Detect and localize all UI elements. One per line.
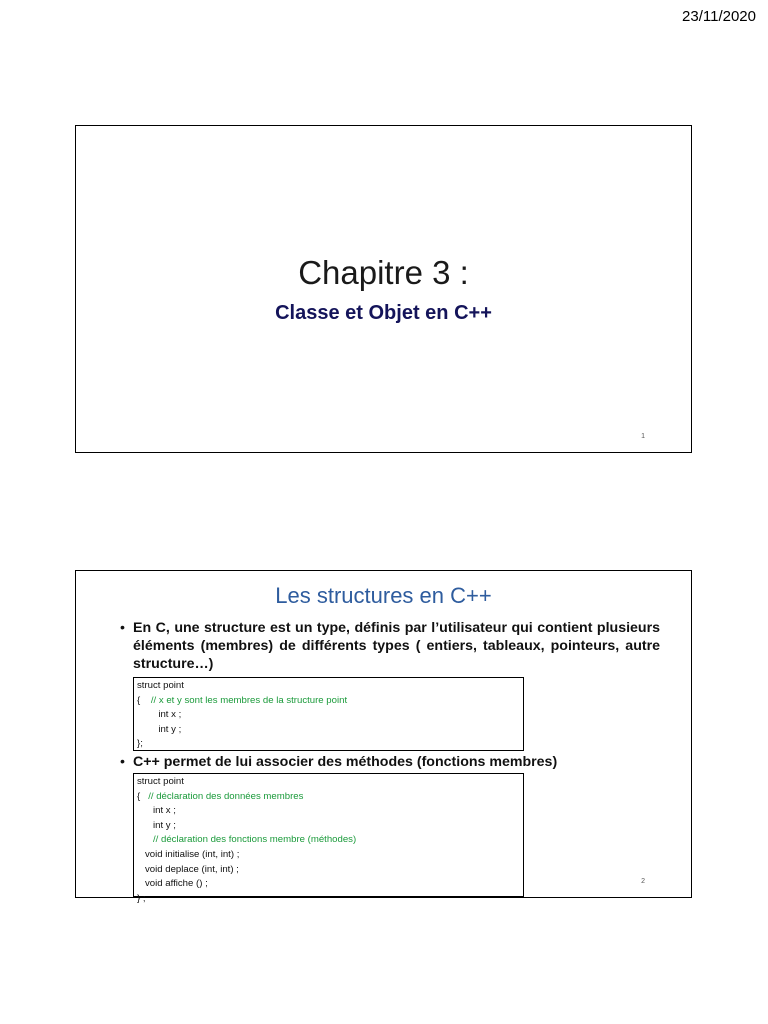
- bullet-2: [120, 753, 660, 771]
- code-comment: // x et y sont les membres de la structure point: [150, 694, 348, 706]
- code-block-2: [133, 773, 524, 904]
- code-text: void deplace (int, int) ;: [145, 863, 239, 875]
- code-line: struct point: [137, 680, 184, 691]
- code-line: [137, 804, 520, 819]
- code-line: [137, 708, 520, 723]
- slide-1-title: Chapitre 3 :: [298, 254, 469, 291]
- code-line: [137, 790, 520, 805]
- slide-1-subtitle: Classe et Objet en C++: [275, 302, 492, 324]
- code-comment: // déclaration des données membres: [148, 790, 304, 802]
- slide-1: [75, 125, 692, 453]
- code-text: void initialise (int, int) ;: [145, 848, 240, 860]
- slide-2: [75, 570, 692, 904]
- code-text: int y ;: [158, 723, 182, 735]
- code-text: int y ;: [153, 819, 176, 831]
- code-line: [137, 723, 520, 738]
- slide-2-title: Les structures en C++: [275, 583, 492, 608]
- slide-2-number: 2: [641, 878, 645, 885]
- bullet-1-text: En C, une structure est un type, définis par l’utilisateur qui contient plusieurs éléments (membres) de différents types ( entiers, tableaux, pointeurs, autre structure…): [133, 620, 660, 672]
- code-brace: {: [137, 790, 141, 802]
- code-line: [137, 848, 520, 863]
- code-line: [137, 863, 520, 878]
- code-line: [137, 819, 520, 834]
- bullet-1: [120, 619, 660, 673]
- code-text: int x ;: [158, 709, 182, 721]
- code-line: [137, 877, 520, 892]
- code-brace: {: [137, 694, 141, 706]
- code-block-1: [133, 677, 524, 751]
- code-text: void affiche () ;: [145, 878, 208, 890]
- code-line: };: [137, 738, 143, 750]
- bullet-dot-icon: •: [120, 754, 125, 770]
- code-line: struct point: [137, 776, 184, 787]
- code-line: } ;: [137, 892, 146, 904]
- bullet-2-text: C++ permet de lui associer des méthodes (fonctions membres): [133, 754, 558, 770]
- code-text: int x ;: [153, 805, 176, 817]
- code-comment: // déclaration des fonctions membre (méthodes): [153, 834, 357, 846]
- code-line: [137, 833, 520, 848]
- page-date: 23/11/2020: [682, 8, 756, 25]
- slide-1-number: 1: [641, 433, 645, 440]
- bullet-dot-icon: •: [120, 620, 125, 636]
- code-line: [137, 694, 520, 709]
